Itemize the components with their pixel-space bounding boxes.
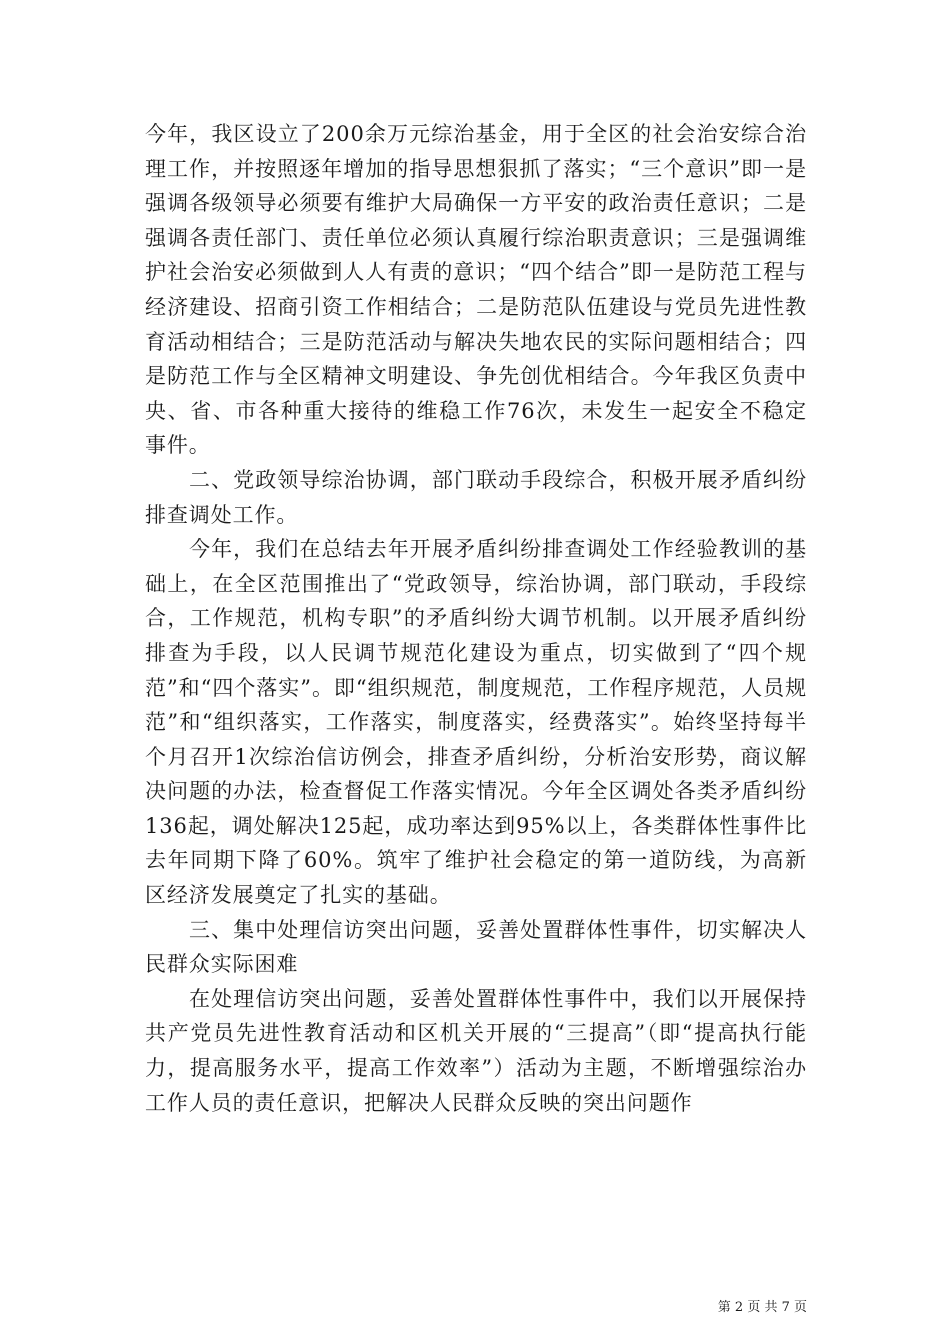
document-body (145, 117, 807, 1120)
paragraph-petitions: 在处理信访突出问题，妥善处置群体性事件中，我们以开展保持共产党员先进性教育活动和区机关开展的“三提高”（即“提高执行能力，提高服务水平，提高工作效率”）活动为主题，不断增强综治办工作人员的责任意识，把解决人民群众反映的突出问题作 (145, 986, 807, 1115)
paragraph-fund: 今年，我区设立了200余万元综治基金，用于全区的社会治安综合治理工作，并按照逐年增加的指导思想狠抓了落实；“三个意识”即一是强调各级领导必须要有维护大局确保一方平安的政治责任意识；二是强调各责任部门、责任单位必须认真履行综治职责意识；三是强调维护社会治安必须做到人人有责的意识；“四个结合”即一是防范工程与经济建设、招商引资工作相结合；二是防范队伍建设与党员先进性教育活动相结合；三是防范活动与解决失地农民的实际问题相结合；四是防范工作与全区精神文明建设、争先创优相结合。今年我区负责中央、省、市各种重大接待的维稳工作76次，未发生一起安全不稳定事件。 (145, 122, 807, 458)
paragraph-disputes: 今年，我们在总结去年开展矛盾纠纷排查调处工作经验教训的基础上，在全区范围推出了“党政领导，综治协调，部门联动，手段综合，工作规范，机构专职”的矛盾纠纷大调节机制。以开展矛盾纠纷排查为手段，以人民调节规范化建设为重点，切实做到了“四个规范”和“四个落实”。即“组织规范，制度规范，工作程序规范，人员规范”和“组织落实，工作落实，制度落实，经费落实”。始终坚持每半个月召开1次综治信访例会，排查矛盾纠纷，分析治安形势，商议解决问题的办法，检查督促工作落实情况。今年全区调处各类矛盾纠纷136起，调处解决125起，成功率达到95%以上，各类群体性事件比去年同期下降了60%。筑牢了维护社会稳定的第一道防线，为高新区经济发展奠定了扎实的基础。 (145, 537, 807, 908)
section-heading-3: 三、集中处理信访突出问题，妥善处置群体性事件，切实解决人民群众实际困难 (145, 917, 807, 977)
page-number: 第 2 页 共 7 页 (717, 1300, 807, 1315)
section-heading-2: 二、党政领导综治协调，部门联动手段综合，积极开展矛盾纠纷排查调处工作。 (145, 467, 807, 527)
